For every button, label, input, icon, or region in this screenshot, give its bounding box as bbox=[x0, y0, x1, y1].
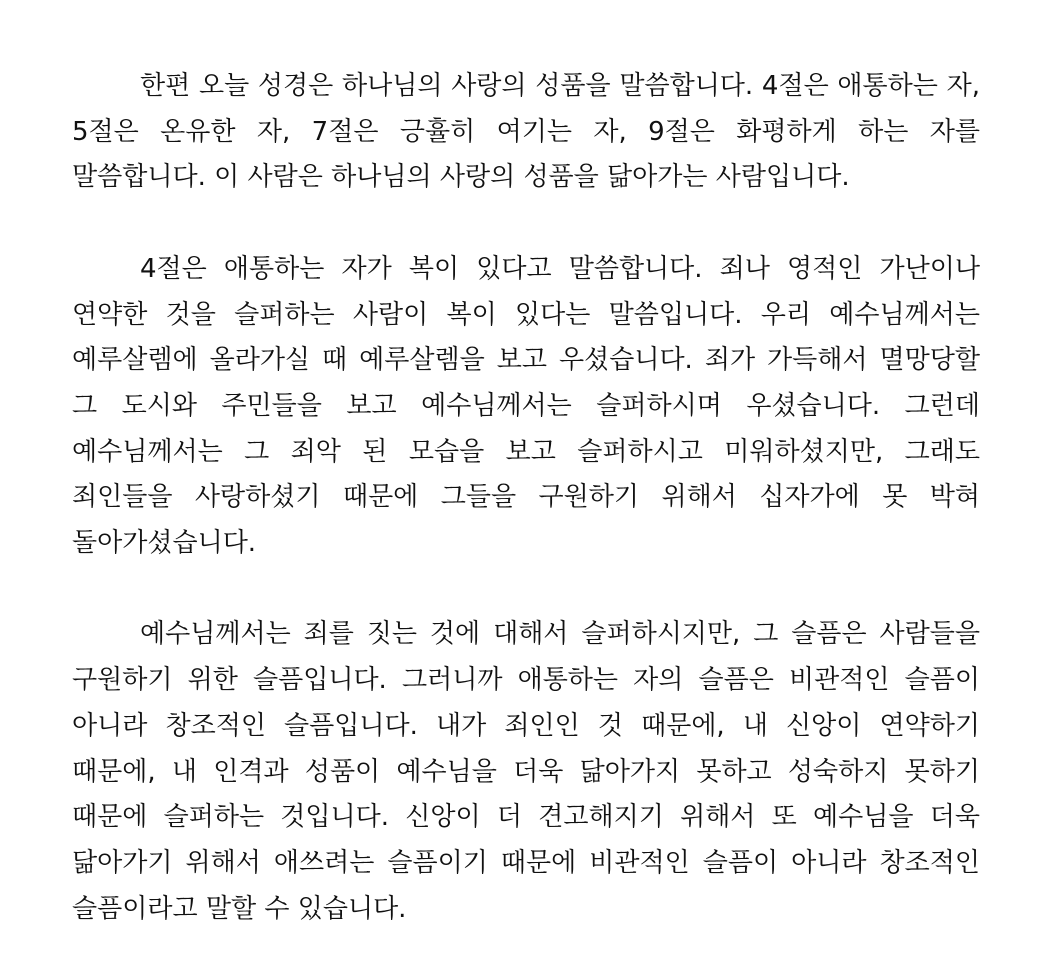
document-body bbox=[72, 64, 980, 932]
paragraph-2: 4절은 애통하는 자가 복이 있다고 말씀합니다. 죄나 영적인 가난이나 연약한 것을 슬퍼하는 사람이 복이 있다는 말씀입니다. 우리 예수님께서는 예루살렘에 올라가실 때 예루살렘을 보고 우셨습니다. 죄가 가득해서 멸망당할 그 도시와 주민들을 보고 예수님께서는 슬퍼하시며 우셨습니다. 그런데 예수님께서는 그 죄악 된 모습을 보고 슬퍼하시고 미워하셨지만, 그래도 죄인들을 사랑하셨기 때문에 그들을 구원하기 위해서 십자가에 못 박혀 돌아가셨습니다. bbox=[72, 253, 980, 559]
paragraph-1: 한편 오늘 성경은 하나님의 사랑의 성품을 말씀합니다. 4절은 애통하는 자, 5절은 온유한 자, 7절은 긍휼히 여기는 자, 9절은 화평하게 하는 자를 말씀합니다. 이 사람은 하나님의 사랑의 성품을 닮아가는 사람입니다. bbox=[72, 71, 980, 193]
paragraph-3: 예수님께서는 죄를 짓는 것에 대해서 슬퍼하시지만, 그 슬픔은 사람들을 구원하기 위한 슬픔입니다. 그러니까 애통하는 자의 슬픔은 비관적인 슬픔이 아니라 창조적인 슬픔입니다. 내가 죄인인 것 때문에, 내 신앙이 연약하기 때문에, 내 인격과 성품이 예수님을 더욱 닮아가지 못하고 성숙하지 못하기 때문에 슬퍼하는 것입니다. 신앙이 더 견고해지기 위해서 또 예수님을 더욱 닮아가기 위해서 애쓰려는 슬픔이기 때문에 비관적인 슬픔이 아니라 창조적인 슬픔이라고 말할 수 있습니다. bbox=[72, 619, 980, 924]
paragraph-spacer bbox=[72, 567, 980, 613]
paragraph-spacer bbox=[72, 201, 980, 247]
